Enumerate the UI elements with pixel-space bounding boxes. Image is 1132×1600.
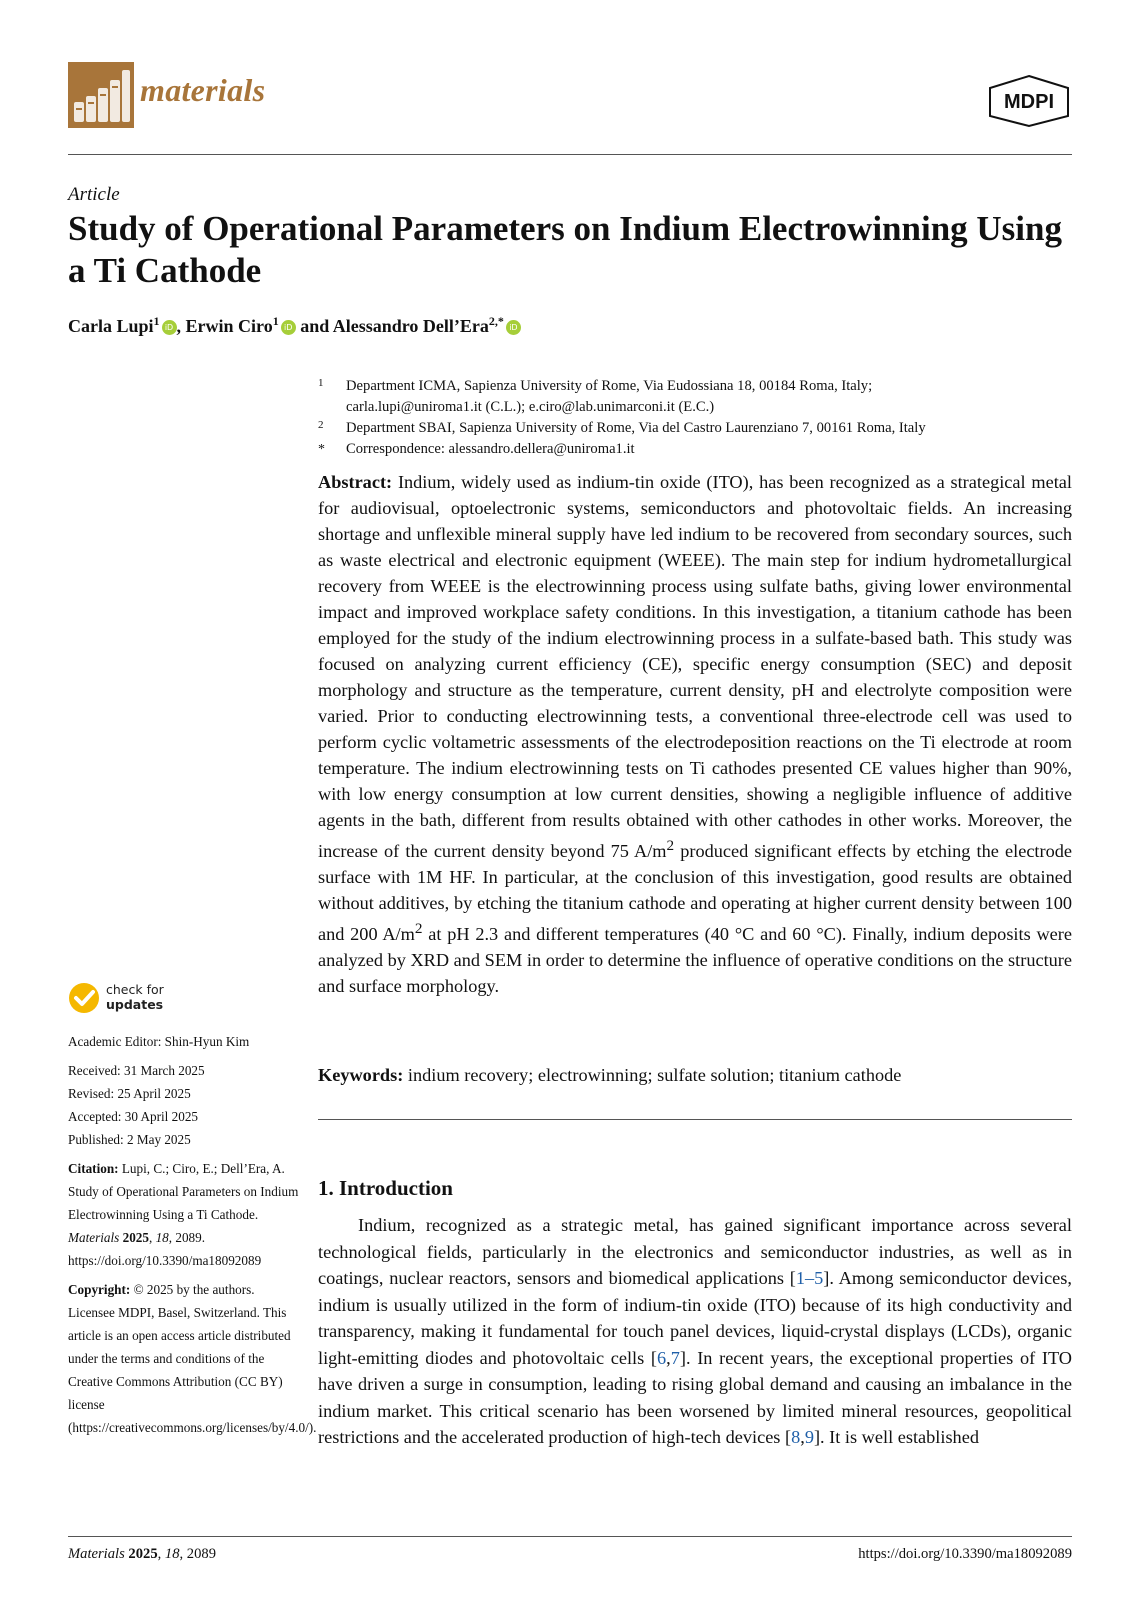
author-name[interactable]: Erwin Ciro [185,316,273,336]
affiliation-emails[interactable]: carla.lupi@uniroma1.it (C.L.); e.ciro@lab.unimarconi.it (E.C.) [346,399,715,415]
citation-link[interactable]: 7 [670,1347,680,1368]
check-for-updates-icon [68,982,100,1014]
published-date: Published: 2 May 2025 [68,1132,191,1147]
affiliation-item [318,418,1078,439]
citation-link[interactable]: 8 [791,1427,801,1447]
section-heading: 1. Introduction [318,1176,453,1200]
mdpi-logo-icon[interactable] [986,74,1072,128]
citation-label: Citation: [68,1161,119,1176]
correspondence-mark: * [318,442,325,457]
keywords [318,1062,1072,1088]
footer-citation: Materials 2025, 18, 2089 [68,1546,216,1562]
author-affiliation-mark: 1 [272,314,279,328]
header-divider [68,154,1072,155]
abstract: Abstract: Indium, widely used as indium-tin oxide (ITO), has been recognized as a strategical metal for audiovisual, optoelectronic systems, semiconductors and photovoltaic fields. An increasing shortage and unflexible mineral supply have led indium to be recovered from secondary sources, such as waste electrical and electronic equipment (WEEE). The main step for indium hydrometallurgical recovery from WEEE is the electrowinning process using sulfate baths, giving lower environmental impact and improved workplace safety conditions. In this investigation, a titanium cathode has been employed for the study of the indium electrowinning process in a sulfate-based bath. This study was focused on analyzing current efficiency (CE), specific energy consumption (SEC) and deposit morphology and structure as the temperature, current density, pH and electrolyte composition were varied. Prior to conducting electrowinning tests, a conventional three-electrode cell was used to perform cyclic voltametric assessments of the electrodeposition reactions on the Ti electrode at room temperature. The indium electrowinning tests on Ti cathodes presented CE values higher than 90%, with low energy consumption at low current densities, showing a negligible influence of additive agents in the bath, different from results obtained with other cathodes in other works. Moreover, the increase of the current density beyond 75 $A/m^2$ produced significant effects by etching the electrode surface with 1M HF. In particular, at the conclusion of this investigation, good results are obtained without additives, by etching the titanium cathode and operating at higher current density between 100 and 200 $A/m^2$ at pH 2.3 and different temperatures (40 °C and 60 °C). Finally, indium deposits were analyzed by XRD and SEM in order to determine the influence of operative conditions on the structure and surface morphology. [318,472,1073,997]
correspondence [318,439,1078,460]
correspondence-text[interactable]: Correspondence: alessandro.dellera@uniroma1.it [346,441,635,457]
footer-divider [68,1536,1072,1537]
copyright-label: Copyright: [68,1282,131,1297]
citation-block: Citation: Lupi, C.; Ciro, E.; Dell’Era, A. Study of Operational Parameters on Indium Electrowinning Using a Ti Cathode. Materials 2025, 18, 2089. https://doi.org/10.3390/ma18092089 [68,1161,299,1268]
history-dates [68,1059,300,1151]
abstract-divider [318,1119,1072,1120]
orcid-icon[interactable]: iD [281,320,296,335]
received-date: Received: 31 March 2025 [68,1063,205,1078]
keywords-label: Keywords: [318,1065,404,1085]
article-type: Article [68,184,120,205]
check-updates-line1: check for [106,982,164,997]
affiliation-mark: 1 [318,377,324,389]
check-for-updates-button[interactable] [68,980,178,1016]
article-title: Study of Operational Parameters on Indium Electrowinning Using a Ti Cathode [68,209,1062,290]
academic-editor: Academic Editor: Shin-Hyun Kim [68,1034,250,1049]
author-list: Carla Lupi$^1$ iD , Erwin Ciro$^1$ iD and Alessandro Dell’Era$^{2,*}$ iD [68,314,521,337]
citation-doi[interactable]: , 2089. https://doi.org/10.3390/ma18092089 [68,1230,262,1268]
abstract-label: Abstract: [318,472,393,492]
author-affiliation-mark: 2,* [488,314,504,328]
journal-logo-icon [68,62,134,128]
author-affiliation-mark: 1 [153,314,160,328]
affiliations [318,376,1078,460]
article-sidebar [68,1030,317,1445]
affiliation-item [318,376,1078,418]
orcid-icon[interactable]: iD [162,320,177,335]
citation-link[interactable]: 9 [804,1427,814,1447]
citation-link[interactable]: 1–5 [795,1268,824,1288]
journal-name: materials [140,72,266,108]
publisher-name: MDPI [1004,91,1054,113]
revised-date: Revised: 25 April 2025 [68,1086,191,1101]
keywords-text: indium recovery; electrowinning; sulfate solution; titanium cathode [407,1065,902,1085]
introduction-paragraph: Indium, recognized as a strategic metal, has gained significant importance across several technological fields, particularly in the electronics and semiconductor industries, as well as in coatings, nuclear reactors, sensors and biomedical applications [1–5]. Among semiconductor devices, indium is usually utilized in the form of indium-tin oxide (ITO) because of its high conductivity and transparency, making it fundamental for touch panel devices, liquid-crystal displays (LCDs), organic light-emitting diodes and photovoltaic cells [6,7]. In recent years, the exceptional properties of ITO have driven a surge in consumption, leading to rising global demand and causing an imbalance in the indium market. This critical scenario has been worsened by limited mineral resources, geopolitical restrictions and the accelerated production of high-tech devices [8,9]. It is well established [318,1215,1072,1447]
footer-doi-link[interactable]: https://doi.org/10.3390/ma18092089 [858,1546,1072,1562]
author-name[interactable]: Carla Lupi [68,316,154,336]
affiliation-text: Department ICMA, Sapienza University of Rome, Via Eudossiana 18, 00184 Roma, Italy; [346,378,873,394]
affiliation-text: Department SBAI, Sapienza University of Rome, Via del Castro Laurenziano 7, 00161 Roma, Italy [346,420,926,436]
check-updates-line2: updates [106,997,164,1012]
affiliation-mark: 2 [318,419,324,431]
citation-link[interactable]: 6 [657,1347,667,1368]
copyright-block: Copyright: © 2025 by the authors. Licensee MDPI, Basel, Switzerland. This article is an open access article distributed under the terms and conditions of the Creative Commons Attribution (CC BY) license (https://creativecommons.org/licenses/by/4.0/). [68,1282,317,1435]
accepted-date: Accepted: 30 April 2025 [68,1109,199,1124]
orcid-icon[interactable]: iD [506,320,521,335]
author-name[interactable]: Alessandro Dell’Era [332,316,489,336]
